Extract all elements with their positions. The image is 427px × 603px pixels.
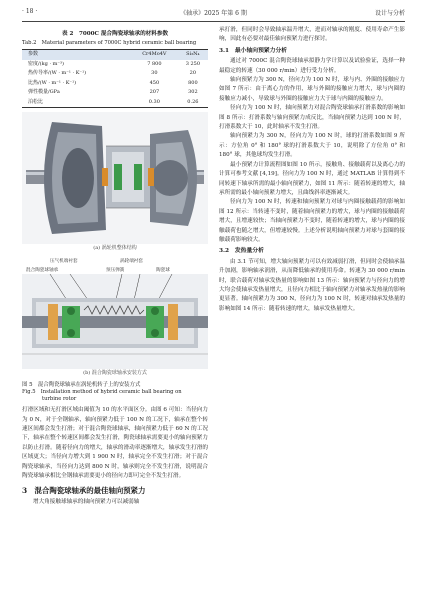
- figure-5b-subcaption: (b) 混合陶瓷球轴承安装方式: [83, 369, 147, 376]
- figure-5-caption-en-line1: Fig.5 Installation method of hybrid ceramic ball bearing on: [22, 389, 182, 396]
- figure-5a-subcaption: (a) 涡轮机整体结构: [93, 245, 137, 252]
- table-cell: 302: [188, 89, 198, 96]
- table-row: [22, 98, 208, 108]
- table-header-cell: 参数: [22, 50, 131, 60]
- table-cell: 泊松比: [22, 98, 131, 108]
- table-cell: 450: [149, 79, 160, 86]
- label-ceramic-ball: 陶瓷球: [156, 267, 170, 273]
- table-cell: 0.26: [178, 98, 208, 108]
- table-row: [22, 69, 208, 79]
- figure-5-caption-en-line2: turbine rotor: [42, 396, 77, 403]
- bearing-installation-image: [22, 274, 208, 369]
- table-cell: 比热/(W · m⁻¹ · K⁻¹): [28, 79, 77, 86]
- table-header-cell: Cr4Mo4V: [131, 50, 178, 60]
- figure-5-caption-zh: 图 5 混合陶瓷球轴承在涡轮机转子上的安装方式: [22, 382, 141, 389]
- figure-5b: [22, 257, 208, 378]
- section-3-title: 3 混合陶瓷球轴承的最佳轴向预紧力: [22, 486, 146, 496]
- table-row: [22, 79, 208, 89]
- right-paragraph-7: 径向力为 100 N 时，转速和轴向预紧力对球与内圈接触载荷的影响如图 12 所示：当转速不变时，随着轴向预紧力的增大，球与内圈的接触载荷增大，且增速较快；当轴向预紧力不变时，随着转速的增大，球与内圈的接触载荷也随之增大，但增速较慢。上述分析说明轴向预紧力对球与套圈的接触载荷影响较大。: [219, 199, 405, 243]
- right-paragraph-8: 由 3.1 节可知，增大轴向预紧力可以有效减弱打滑，但同时会使轴承温升加剧，影响轴承润滑，从而降低轴承的使用寿命。转速为 30 000 r/min 时，联合载荷对轴承发热量的影响如图 13 所示：轴向预紧力与径向力的增大均会使轴承发热量增大，且径向力相比于轴向预紧力对轴承发热量的影响更显著。轴向预紧力为 300 N，径向力为 100 N 时，转速对轴承发热量的影响如图 14 所示：随着转速的增大，轴承发热量增大。: [219, 258, 405, 312]
- right-paragraph-1: 承打滑，但同时会导致轴承温升增大，进而对轴承的刚度、使用寿命产生影响，因此有必要对最佳轴向预紧力进行探讨。: [219, 27, 405, 43]
- right-paragraph-6: 最小预紧力计算流程图如图 10 所示，接触角、接触载荷以及离心力的计算可参考文献 [4,19]。径向力为 100 N 时，通过 MATLAB 计算得到不同转速下轴承所需的最小轴向预紧力，如图 11 所示：随着转速的增大，轴承所需的最小轴向预紧力增大，且曲线斜率逐渐减大。: [219, 161, 405, 196]
- table-cell: 0.30: [131, 98, 178, 108]
- table-cell: 800: [188, 79, 198, 86]
- material-params-table: [22, 49, 208, 108]
- table-row: [22, 60, 208, 70]
- right-paragraph-3: 轴向预紧力为 300 N，径向力为 100 N 时，球与内、外圈的接触应力如图 7 所示：由于离心力的作用，球与外圈的接触应力增大，球与内圈的接触应力减小，导致球与外圈的接触应力大于球与内圈的接触应力。: [219, 77, 405, 102]
- subsection-3-1-title: 3.1 最小轴向预紧力分析: [219, 47, 288, 54]
- left-column: [22, 26, 208, 508]
- right-paragraph-4: 径向力为 100 N 时，轴向预紧力对混合陶瓷球轴承打滑系数的影响如图 8 所示：打滑系数与轴向预紧力成反比，当轴向预紧力达到 100 N 时，打滑系数大于 10，此时轴承不发生打滑。: [219, 105, 405, 131]
- subsection-3-2-title: 3.2 发热量分析: [219, 248, 264, 255]
- turbine-render-image: [22, 112, 208, 244]
- table-cell: 3 250: [185, 60, 201, 67]
- table-cell: 30: [151, 70, 158, 77]
- page-header: [22, 8, 405, 20]
- right-paragraph-5: 轴向预紧力为 300 N，径向力为 100 N 时，球的打滑系数如图 9 所示：方位角 0° 和 180° 球的打滑系数大于 10，说明除了方位角 0° 和 180° 球，其他球均发生打滑。: [219, 133, 405, 159]
- right-column: [219, 26, 405, 314]
- table-caption-en: Tab.2 Material parameters of 7000C hybrid ceramic ball bearing: [22, 40, 197, 47]
- table-cell: 密度/(kg · m⁻³): [28, 60, 64, 67]
- right-paragraph-2: 通过对 7000C 混合陶瓷球轴承拟静力学计算以及试验验证，选择一种最稳定的转速（30 000 r/min）进行受力分析。: [219, 58, 405, 74]
- left-paragraph-1: 打滑区域和无打滑区域由阈值为 10 的水平面区分。由图 6 可知：当径向力为 0 N，对于全钢轴承，轴向预紧力低于 100 N 的工况下，轴承在整个转速区间都会发生打滑；对于混合陶瓷球轴承，轴向预紧力低于 60 N 的工况下，轴承在整个转速区间都会发生打滑，陶瓷球轴承需要更小的轴向预紧力以防止打滑。随着径向力的增大，轴承的滑动率逐渐增大，轴承发生打滑的区域更大；当径向力增大到 1 900 N 时，轴承完全不发生打滑；对于混合陶瓷球轴承，当径向力达到 800 N 时，轴承则完全不发生打滑，说明混合陶瓷球轴承相比全钢轴承需要更小的径向力即可完全不发生打滑。: [22, 407, 208, 480]
- label-preload-spring: 预压弹簧: [106, 267, 125, 273]
- journal-title: 《轴承》2025 年第 6 期: [180, 10, 247, 17]
- table-cell: 7 800: [147, 60, 162, 67]
- label-turbine-bushing: 涡轮端衬套: [120, 258, 143, 264]
- table-cell: 弹性模量/GPa: [28, 89, 60, 96]
- table-cell: 热传导率/(W · m⁻¹ · K⁻¹): [28, 70, 87, 77]
- section-name: 设计与分析: [374, 10, 405, 17]
- table-row: [22, 88, 208, 98]
- page-number: · 18 ·: [22, 8, 38, 15]
- figure-5a: [22, 112, 208, 253]
- table-caption-zh: 表 2 7000C 混合陶瓷球轴承的材料参数: [61, 31, 169, 37]
- label-compressor-bushing: 压气机端衬套: [50, 258, 78, 264]
- table-header-cell: Si₃N₄: [178, 50, 208, 60]
- table-cell: 20: [189, 70, 197, 77]
- label-hybrid-bearing: 混合陶瓷球轴承: [26, 267, 59, 273]
- figure-5-caption-en: [22, 389, 208, 403]
- header-rule: [22, 21, 405, 22]
- table-cell: 207: [149, 89, 160, 96]
- left-paragraph-2: 增大角接触球轴承的轴向预紧力可以减弱轴: [33, 499, 140, 506]
